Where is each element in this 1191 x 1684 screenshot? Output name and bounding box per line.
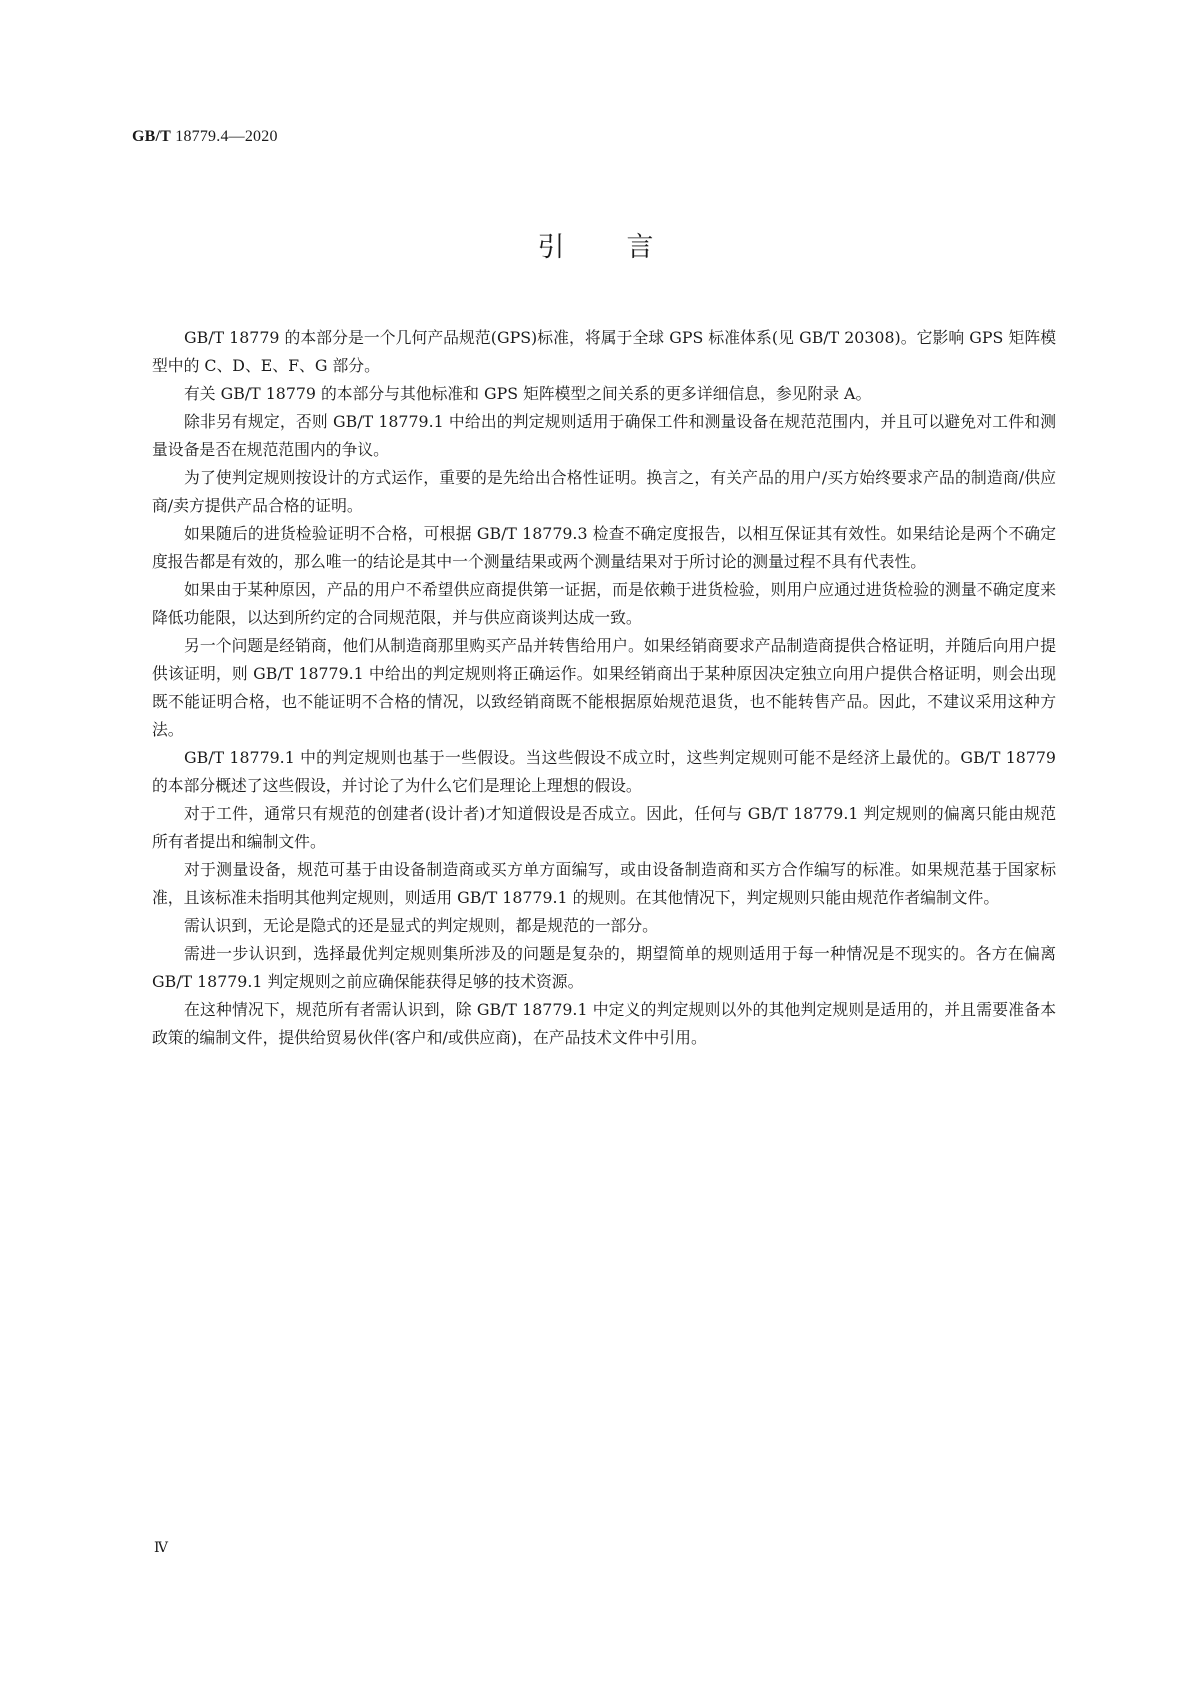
page-title: 引言 <box>537 232 716 263</box>
paragraph: 对于工件，通常只有规范的创建者(设计者)才知道假设是否成立。因此，任何与 GB/T 18779.1 判定规则的偏离只能由规范所有者提出和编制文件。 <box>152 804 1056 851</box>
paragraph: 对于测量设备，规范可基于由设备制造商或买方单方面编写，或由设备制造商和买方合作编写的标准。如果规范基于国家标准，且该标准未指明其他判定规则，则适用 GB/T 18779.1 的规则。在其他情况下，判定规则只能由规范作者编制文件。 <box>152 860 1056 907</box>
paragraph: GB/T 18779.1 中的判定规则也基于一些假设。当这些假设不成立时，这些判定规则可能不是经济上最优的。GB/T 18779 的本部分概述了这些假设，并讨论了为什么它们是理论上理想的假设。 <box>152 748 1056 795</box>
page-number: Ⅳ <box>154 1541 168 1556</box>
paragraph: 需进一步认识到，选择最优判定规则集所涉及的问题是复杂的，期望简单的规则适用于每一种情况是不现实的。各方在偏离 GB/T 18779.1 判定规则之前应确保能获得足够的技术资源。 <box>152 944 1056 991</box>
paragraph: 如果随后的进货检验证明不合格，可根据 GB/T 18779.3 检查不确定度报告，以相互保证其有效性。如果结论是两个不确定度报告都是有效的，那么唯一的结论是其中一个测量结果或两个测量结果对于所讨论的测量过程不具有代表性。 <box>152 524 1056 571</box>
paragraph: 有关 GB/T 18779 的本部分与其他标准和 GPS 矩阵模型之间关系的更多详细信息，参见附录 A。 <box>184 384 872 403</box>
paragraph: 在这种情况下，规范所有者需认识到，除 GB/T 18779.1 中定义的判定规则以外的其他判定规则是适用的，并且需要准备本政策的编制文件，提供给贸易伙伴(客户和/或供应商)，在产品技术文件中引用。 <box>152 1000 1056 1047</box>
document-header <box>132 128 278 146</box>
paragraph: 为了使判定规则按设计的方式运作，重要的是先给出合格性证明。换言之，有关产品的用户/买方始终要求产品的制造商/供应商/卖方提供产品合格的证明。 <box>152 468 1056 515</box>
paragraph: GB/T 18779 的本部分是一个几何产品规范(GPS)标准，将属于全球 GPS 标准体系(见 GB/T 20308)。它影响 GPS 矩阵模型中的 C、D、E、F、G 部分。 <box>152 328 1056 375</box>
paragraph: 另一个问题是经销商，他们从制造商那里购买产品并转售给用户。如果经销商要求产品制造商提供合格证明，并随后向用户提供该证明，则 GB/T 18779.1 中给出的判定规则将正确运作。如果经销商出于某种原因决定独立向用户提供合格证明，则会出现既不能证明合格，也不能证明不合格的情况，以致经销商既不能根据原始规范退货，也不能转售产品。因此，不建议采用这种方法。 <box>152 636 1056 739</box>
paragraph: 如果由于某种原因，产品的用户不希望供应商提供第一证据，而是依赖于进货检验，则用户应通过进货检验的测量不确定度来降低功能限，以达到所约定的合同规范限，并与供应商谈判达成一致。 <box>152 580 1056 627</box>
body-text <box>152 324 1056 1052</box>
standard-number: 18779.4—2020 <box>175 128 278 145</box>
standard-code: GB/T <box>132 128 172 145</box>
paragraph: 需认识到，无论是隐式的还是显式的判定规则，都是规范的一部分。 <box>184 916 658 935</box>
paragraph: 除非另有规定，否则 GB/T 18779.1 中给出的判定规则适用于确保工件和测量设备在规范范围内，并且可以避免对工件和测量设备是否在规范范围内的争议。 <box>152 412 1056 459</box>
